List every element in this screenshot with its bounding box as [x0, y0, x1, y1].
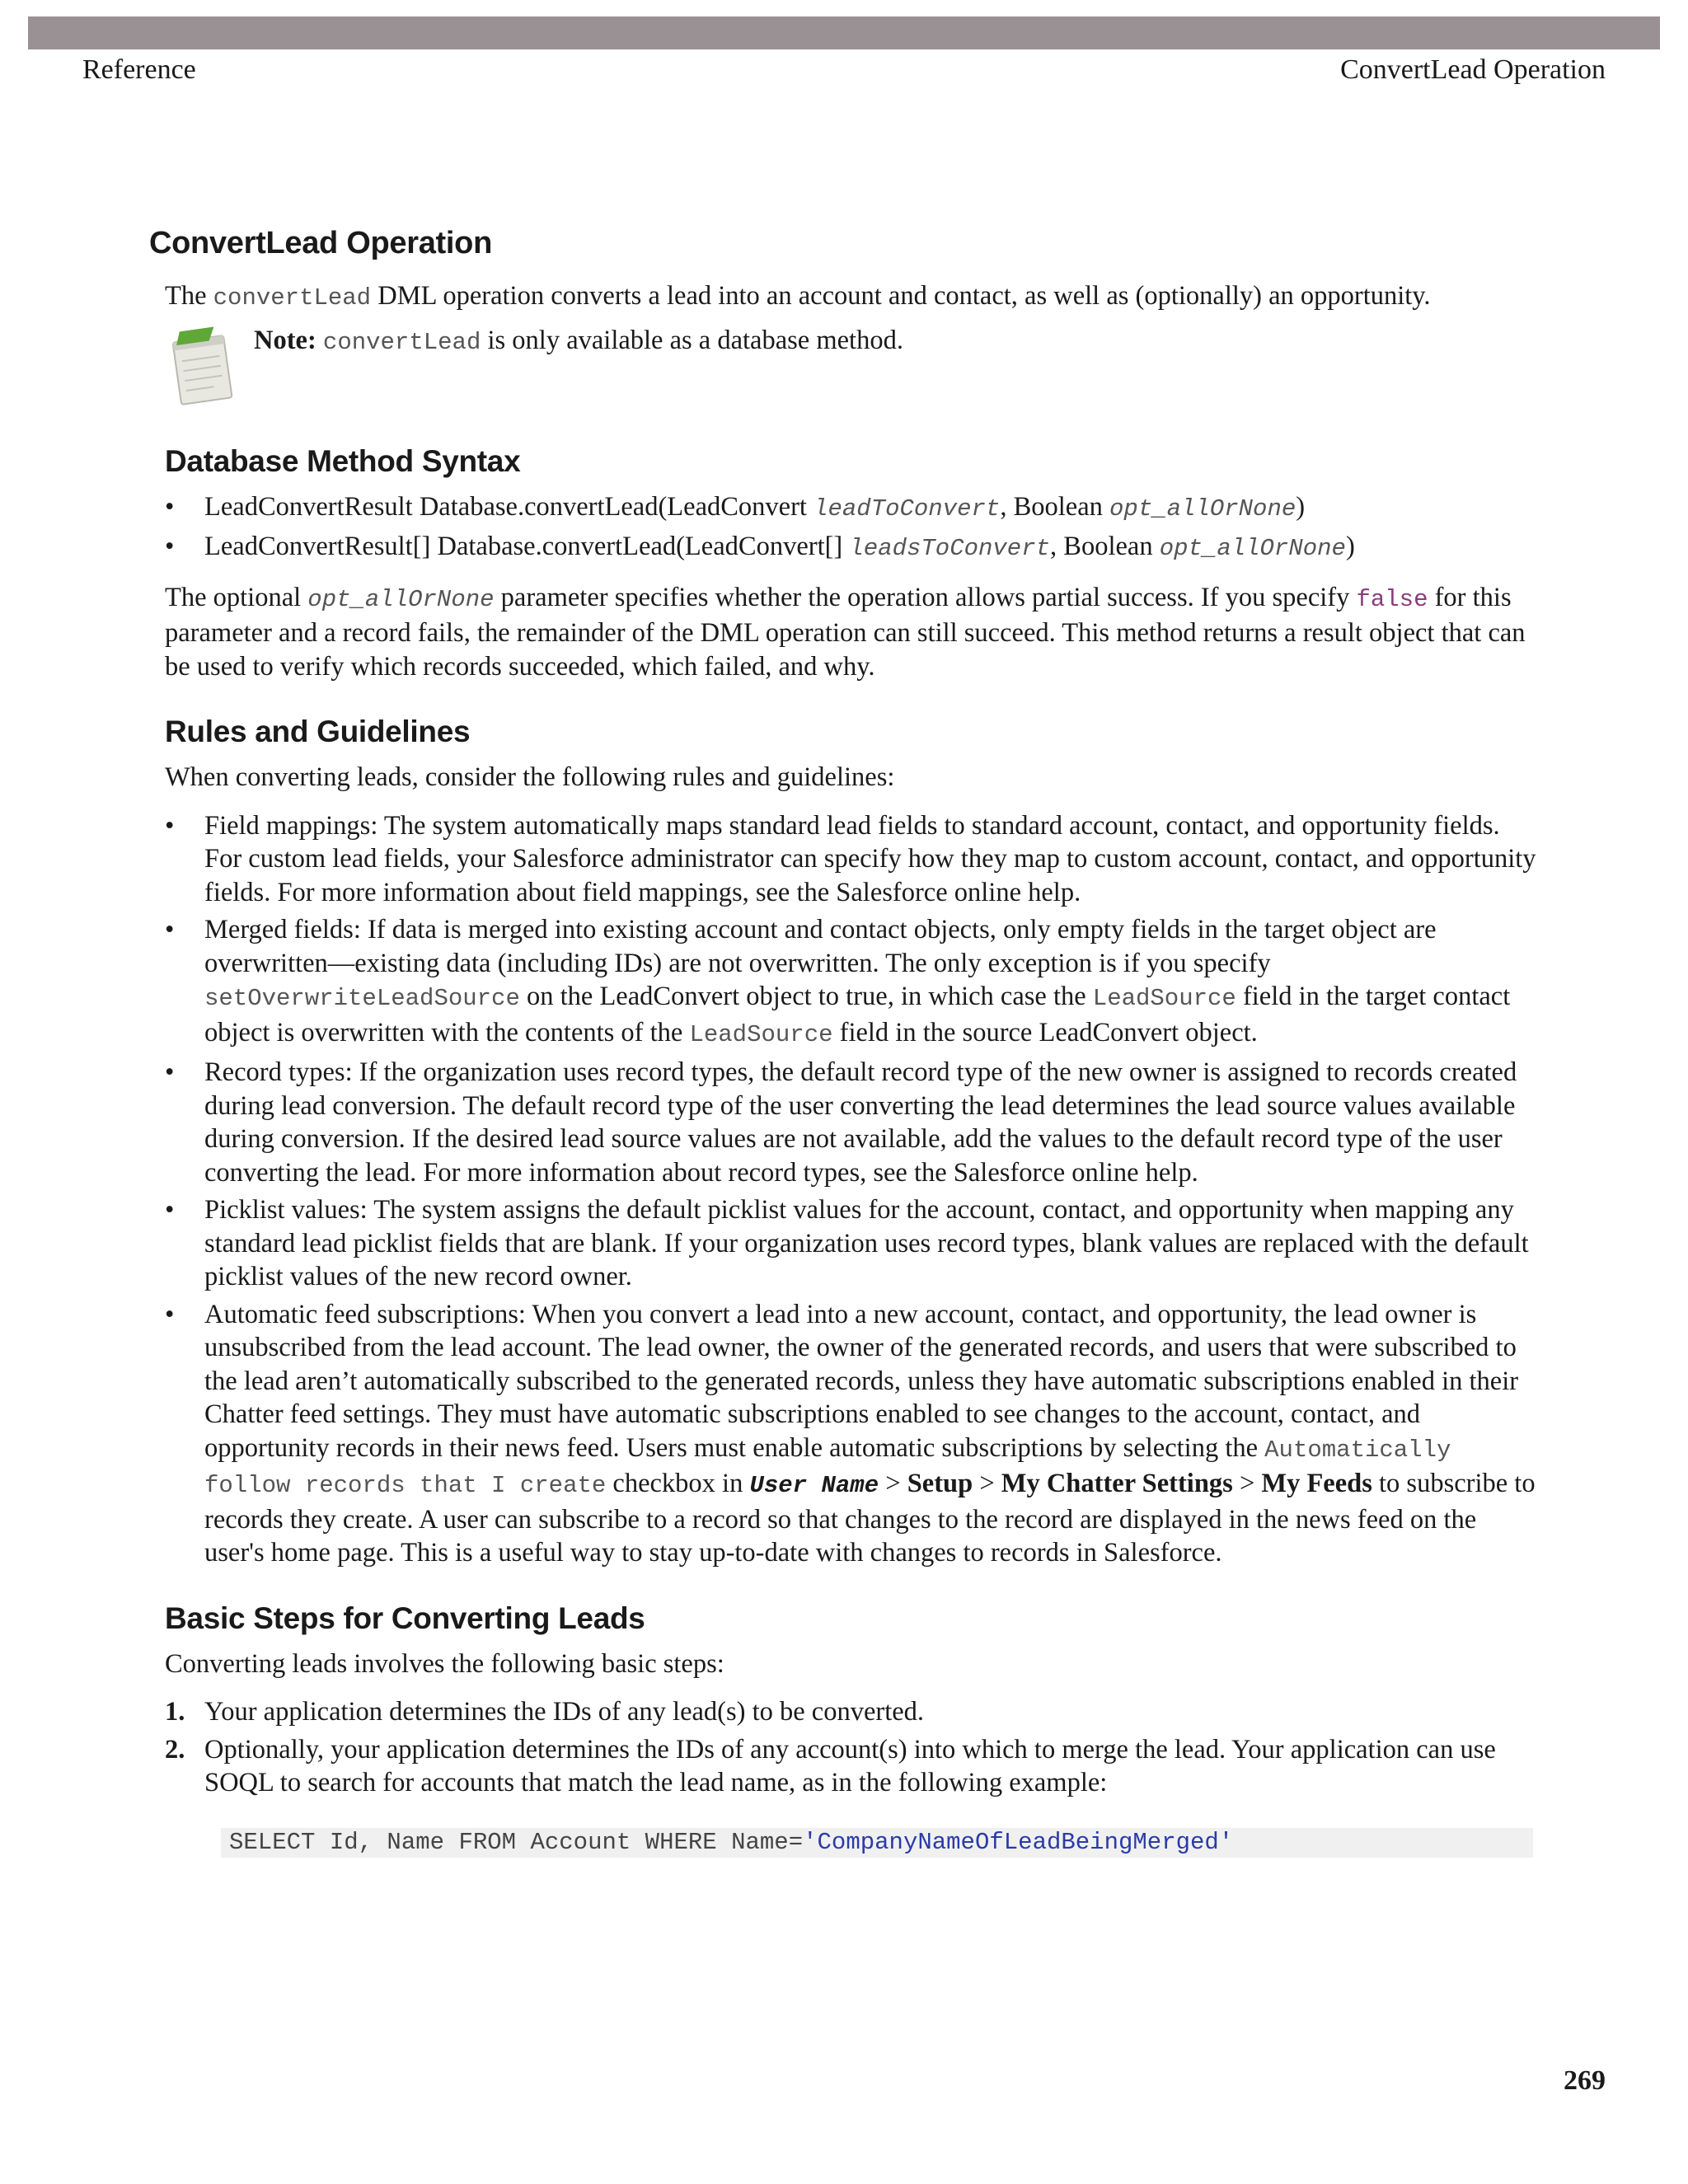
- running-header-left: Reference: [82, 54, 196, 85]
- list-item: 1. Your application determines the IDs of any lead(s) to be converted.: [165, 1697, 925, 1727]
- header-bar: [28, 16, 1660, 49]
- page-content: [149, 226, 1541, 1858]
- list-item: • LeadConvertResult[] Database.convertLead(LeadConvert[] leadsToConvert, Boolean opt_allOrNone): [165, 532, 1355, 562]
- steps-list: [165, 1695, 1541, 1800]
- intro-paragraph: The convertLead DML operation converts a lead into an account and contact, as well as (optionally) an opportunity.: [165, 281, 1431, 312]
- page-number: 269: [1564, 2065, 1606, 2096]
- note-callout: [165, 324, 1541, 413]
- code-example: SELECT Id, Name FROM Account WHERE Name='CompanyNameOfLeadBeingMerged': [221, 1828, 1533, 1858]
- running-header-right: ConvertLead Operation: [1340, 54, 1606, 85]
- list-item: • Field mappings: The system automatically maps standard lead fields to standard account, contact, and opportunity fields. For custom lead fields, your Salesforce administrator can specify how they map to custom account, contact, and opportunity fields. For more information about field mappings, see the Salesforce online help.: [165, 810, 1536, 907]
- rules-list: [165, 809, 1541, 1570]
- list-item: • Record types: If the organization uses record types, the default record type of the new owner is assigned to records created during lead conversion. The default record type of the user converting the lead determines the lead source values available during conversion. If the desired lead source values are not available, add the values to the default record type of the user converting the lead. For more information about record types, see the Salesforce online help.: [165, 1057, 1517, 1188]
- note-text: Note: convertLead is only available as a database method.: [254, 325, 903, 356]
- syntax-description: The optional opt_allOrNone parameter specifies whether the operation allows partial success. If you specify false for this parameter and a record fails, the remainder of the DML operation can still succeed. This method returns a result object that can be used to verify which records succeeded, which failed, and why.: [165, 582, 1526, 682]
- list-item: • Automatic feed subscriptions: When you convert a lead into a new account, contact, and opportunity, the lead owner is unsubscribed from the lead account. The lead owner, the owner of the generated records, and users that were subscribed to the lead aren’t automatically subscribed to the generated records, unless they have automatic subscriptions enabled in their Chatter feed settings. They must have automatic subscriptions enabled to see changes to the account, contact, and opportunity records in their news feed. Users must enable automatic subscriptions by selecting the Automatically follow records that I create checkbox in User Name > Setup > My Chatter Settings > My Feeds to subscribe to records they create. A user can subscribe to a record so that changes to the record are displayed in the news feed on the user's home page. This is a useful way to stay up-to-date with changes to records in Salesforce.: [165, 1299, 1536, 1568]
- steps-heading: Basic Steps for Converting Leads: [165, 1601, 645, 1635]
- note-icon: [165, 324, 239, 410]
- list-item: 2. Optionally, your application determines the IDs of any account(s) into which to merge the lead. Your application can use SOQL to search for accounts that match the lead name, as in the following example:: [165, 1734, 1496, 1797]
- list-item: • LeadConvertResult Database.convertLead(LeadConvert leadToConvert, Boolean opt_allOrNone): [165, 491, 1306, 523]
- list-item: • Picklist values: The system assigns the default picklist values for the account, contact, and opportunity when mapping any standard lead picklist fields that are blank. If your organization uses record types, blank values are replaced with the default picklist values of the new record owner.: [165, 1195, 1529, 1291]
- list-item: • Merged fields: If data is merged into existing account and contact objects, only empty fields in the target object are overwritten—existing data (including IDs) are not overwritten. The only exception is if you specify setOverwriteLeadSource on the LeadConvert object to true, in which case the LeadSource field in the target contact object is overwritten with the contents of the LeadSource field in the source LeadConvert object.: [165, 915, 1511, 1048]
- steps-intro: Converting leads involves the following basic steps:: [165, 1648, 724, 1679]
- syntax-heading: Database Method Syntax: [165, 443, 521, 478]
- inline-code: convertLead: [213, 284, 372, 312]
- rules-heading: Rules and Guidelines: [165, 715, 471, 748]
- rules-intro: When converting leads, consider the following rules and guidelines:: [165, 762, 895, 792]
- syntax-list: [165, 490, 1541, 566]
- page-title: ConvertLead Operation: [149, 226, 492, 260]
